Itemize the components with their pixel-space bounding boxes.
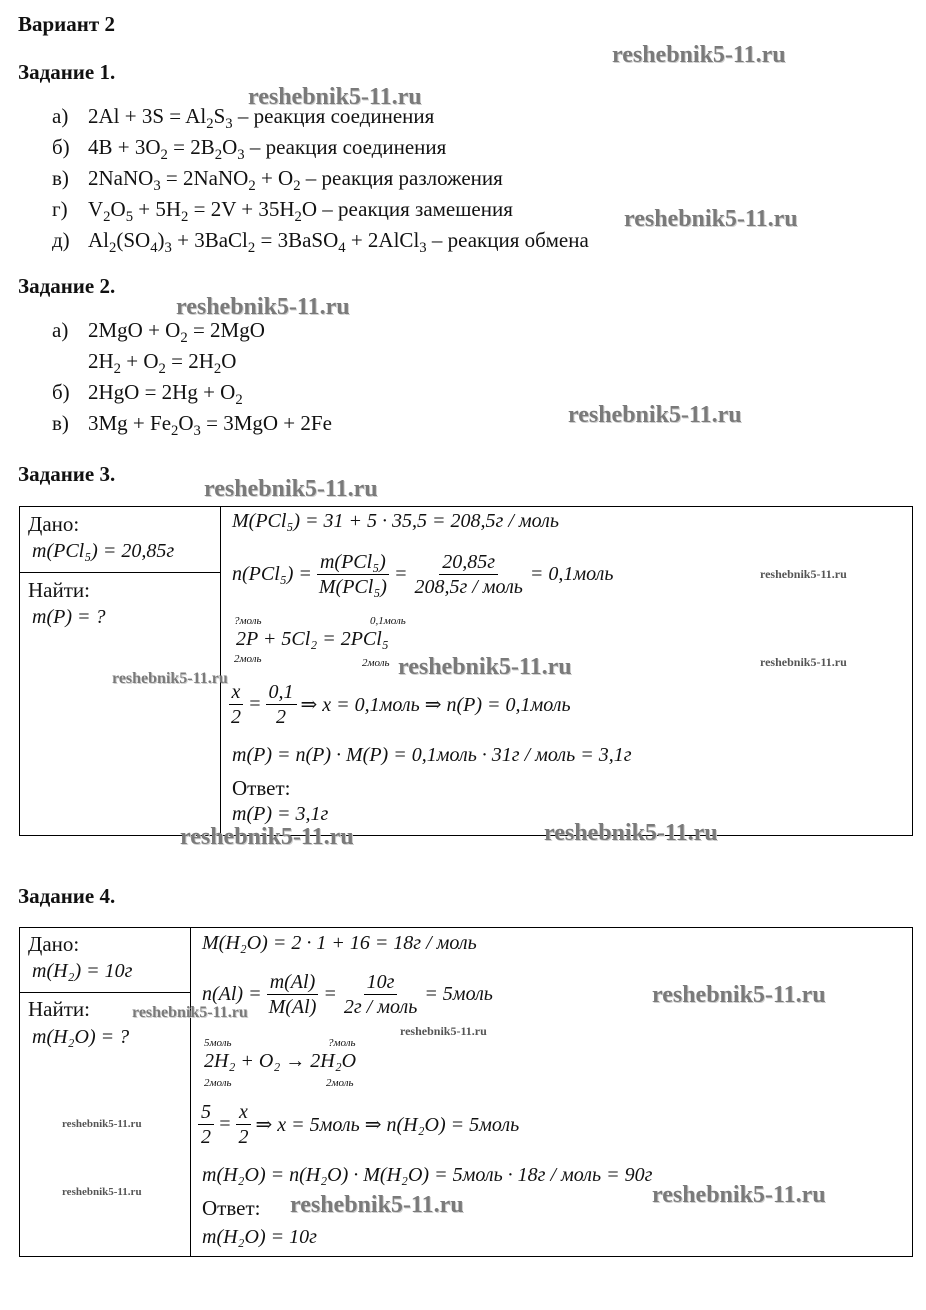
watermark: reshebnik5-11.ru [62,1118,142,1130]
task3-frac1 [316,550,390,599]
task2-subscript: 2 [213,361,222,378]
task1-text: + 2AlCl [345,228,420,252]
task3-frac1-den: M(PCl₅) [318,576,387,598]
task1-subscript: 5 [125,209,134,226]
task4-frac1-num: m(Al) [267,970,319,995]
task1-subscript: 2 [294,209,302,226]
task1-item-label: а) [52,104,69,128]
task1-subscript: 2 [293,178,301,195]
task1-text: 2NaNO [88,166,154,190]
watermark: reshebnik5-11.ru [652,982,826,1008]
task1-subscript: 2 [248,178,256,195]
task1-subscript: 4 [338,240,346,257]
task1-subscript: 2 [206,116,214,133]
watermark: reshebnik5-11.ru [290,1192,464,1218]
task2-text: O [221,349,237,373]
task1-item-label: г) [52,197,68,221]
watermark: reshebnik5-11.ru [544,820,718,846]
task1-subscript: 2 [103,209,111,226]
watermark: reshebnik5-11.ru [760,655,847,669]
task2-item [52,411,332,440]
task1-item [52,197,513,226]
task3-answer-label: Ответ: [232,776,291,800]
task3-eq-bot-left: 2моль [234,653,262,665]
task1-text: 4B + 3O [88,135,161,159]
task1-item-label: б) [52,135,70,159]
task1-text: (SO [116,228,151,252]
task1-subscript: 2 [214,147,223,164]
task4-frac2 [341,970,420,1019]
task4-eq-top-left: 5моль [204,1037,232,1049]
task3-prop-frac1-den: 2 [231,706,241,728]
task4-frac1-den: M(Al) [268,996,317,1018]
watermark: reshebnik5-11.ru [112,670,228,687]
task3-eq-top-right: 0,1моль [370,615,406,627]
task2-title: Задание 2. [18,274,116,298]
watermark: reshebnik5-11.ru [400,1024,487,1038]
watermark: reshebnik5-11.ru [132,1004,248,1021]
task1-text: – реакция соединения [244,135,447,159]
task1-text: Al [88,228,109,252]
task1-text: O [110,197,126,221]
task4-naiti-value: m(H₂O) = ? [32,1026,130,1048]
task3-prop-frac2-den: 2 [276,706,286,728]
task4-dano-label: Дано: [28,932,80,956]
task2-subscript: 2 [171,423,179,440]
watermark: reshebnik5-11.ru [652,1182,826,1208]
task1-item [52,166,503,195]
task1-text: ) [157,228,165,252]
task3-prop-frac2 [266,680,297,729]
task1-subscript: 2 [247,240,256,257]
task3-dano-separator [20,572,220,573]
task1-subscript: 3 [237,147,245,164]
task3-frac2 [411,550,525,599]
task1-text: O – реакция замешения [301,197,513,221]
task3-dano-label: Дано: [28,512,80,536]
task4-prop-frac1 [198,1100,214,1149]
task4-prop-frac2-num: x [236,1100,251,1125]
task4-proportion: $\frac{5}{2}$ = $\frac{x}{2}$ ⇒ x = 5моль ⇒ n(H₂O) = 5моль [198,1100,519,1149]
task2-subscript: 2 [180,330,188,347]
watermark: reshebnik5-11.ru [624,206,798,232]
task1-subscript: 3 [153,178,161,195]
task2-text: 3Mg + Fe [88,411,172,435]
task4-naiti-label: Найти: [28,997,90,1021]
task2-item-label: а) [52,318,69,342]
task1-text: – реакция соединения [232,104,435,128]
task3-moles-formula: n(PCl₅) = $\frac{\text{m(PCl₅)}}{\text{M(PCl₅)}}$ = $\frac{20,85г}{\text{208,5г / моль}}$ = 0,1моль [232,551,614,598]
task3-naiti-label: Найти: [28,578,90,602]
task3-reaction: 2P + 5Cl₂ = 2PCl₅ [236,628,389,650]
task1-text: + 3BaCl [171,228,248,252]
watermark: reshebnik5-11.ru [204,476,378,502]
watermark: reshebnik5-11.ru [612,42,786,68]
task4-moles-right: = 5моль [424,983,493,1005]
task1-text: O [222,135,238,159]
task1-text: V [88,197,104,221]
task2-item-label: б) [52,380,70,404]
task3-prop-rest: ⇒ x = 0,1моль ⇒ n(P) = 0,1моль [300,694,571,716]
watermark: reshebnik5-11.ru [568,402,742,428]
task1-subscript: 2 [160,147,168,164]
task4-frac1 [266,970,320,1019]
task4-prop-frac2 [236,1100,252,1149]
task1-text: = 2B [167,135,215,159]
task2-text: + O [121,349,159,373]
task2-subscript: 2 [113,361,122,378]
task3-eq-bot-right: 2моль [362,657,390,669]
task3-molar-mass: M(PCl₅) = 31 + 5 · 35,5 = 208,5г / моль [232,510,559,532]
task1-text: – реакция обмена [426,228,589,252]
watermark: reshebnik5-11.ru [180,824,354,850]
task4-frac2-den: 2г / моль [343,996,418,1018]
task4-eq-bot-right: 2моль [326,1077,354,1089]
task2-item [52,318,265,347]
task4-prop-rest: ⇒ x = 5моль ⇒ n(H₂O) = 5моль [255,1114,520,1136]
task2-text: 2HgO = 2Hg + O [88,380,236,404]
task4-mass-calc: m(H₂O) = n(H₂O) · M(H₂O) = 5моль · 18г / моль = 90г [202,1164,653,1186]
task4-moles-formula: n(Al) = $\frac{m(Al)}{M(Al)}$ = $\frac{10г}{\text{2г / моль}}$ = 5моль [202,971,493,1018]
task4-reaction: 2H₂ + O₂ → 2H₂O [204,1050,357,1072]
variant-title: Вариант 2 [18,12,115,36]
watermark: reshebnik5-11.ru [398,654,572,680]
watermark: reshebnik5-11.ru [62,1186,142,1198]
task3-prop-frac1-num: x [229,680,244,705]
task1-subscript: 3 [225,116,233,133]
task3-answer-value: m(P) = 3,1г [232,803,329,825]
task4-divider [190,928,191,1256]
task1-item [52,135,446,164]
task1-text: 2Al + 3S = Al [88,104,207,128]
watermark: reshebnik5-11.ru [176,294,350,320]
task1-subscript: 4 [150,240,158,257]
task4-answer-label: Ответ: [202,1196,261,1220]
task4-frac2-num: 10г [364,970,398,995]
task2-subscript: 3 [193,423,201,440]
task4-dano-value: m(H₂) = 10г [32,960,133,982]
task3-moles-left: n(PCl₅) = [232,563,312,585]
task1-text: = 2NaNO [160,166,249,190]
task3-proportion: $\frac{x}{2}$ = $\frac{0,1}{2}$ ⇒ x = 0,1моль ⇒ n(P) = 0,1моль [228,680,571,729]
task2-item-label: в) [52,411,69,435]
task1-text: = 3BaSO [255,228,339,252]
task3-frac2-den: 208,5г / моль [414,576,523,598]
task2-subscript: 2 [235,392,243,409]
task2-item [52,349,236,378]
task1-subscript: 3 [419,240,427,257]
task1-text: = 2V + 35H [188,197,295,221]
task1-item-label: д) [52,228,70,252]
task3-dano-value: m(PCl₅) = 20,85г [32,540,175,562]
task4-molar-mass: M(H₂O) = 2 · 1 + 16 = 18г / моль [202,932,477,954]
task3-eq-top-left: ?моль [234,615,262,627]
task1-title: Задание 1. [18,60,116,84]
task4-prop-frac1-den: 2 [201,1126,211,1148]
task4-prop-frac2-den: 2 [238,1126,249,1148]
task3-prop-frac2-num: 0,1 [266,680,297,705]
task1-subscript: 2 [181,209,189,226]
task4-answer-value: m(H₂O) = 10г [202,1226,317,1248]
task4-title: Задание 4. [18,884,116,908]
task1-subscript: 2 [109,240,117,257]
task2-subscript: 2 [158,361,166,378]
task4-eq-bot-left: 2моль [204,1077,232,1089]
task3-frac1-num: m(PCl₅) [317,550,389,575]
task2-text: O [178,411,194,435]
task3-naiti-value: m(P) = ? [32,606,106,628]
task3-moles-right: = 0,1моль [529,563,614,585]
task1-subscript: 3 [164,240,172,257]
task2-text: = 3MgO + 2Fe [200,411,332,435]
task4-dano-separator [20,992,190,993]
task4-eq-top-right: ?моль [328,1037,356,1049]
task3-title: Задание 3. [18,462,116,486]
task4-prop-frac1-num: 5 [198,1100,214,1125]
task3-frac2-num: 20,85г [439,550,498,575]
task1-item [52,228,589,257]
task2-text: 2H [88,349,114,373]
task3-mass-calc: m(P) = n(P) · M(P) = 0,1моль · 31г / моль = 3,1г [232,744,632,766]
task4-moles-left: n(Al) = [202,983,262,1005]
task2-text: = 2MgO [187,318,265,342]
task1-item-label: в) [52,166,69,190]
task2-text: 2MgO + O [88,318,181,342]
watermark: reshebnik5-11.ru [248,84,422,110]
task1-text: S [213,104,226,128]
task2-item [52,380,243,409]
task1-text: + 5H [133,197,182,221]
task2-text: = 2H [165,349,214,373]
task3-prop-frac1 [228,680,244,729]
task1-text: – реакция разложения [300,166,503,190]
watermark: reshebnik5-11.ru [760,567,847,581]
task1-text: + O [255,166,294,190]
